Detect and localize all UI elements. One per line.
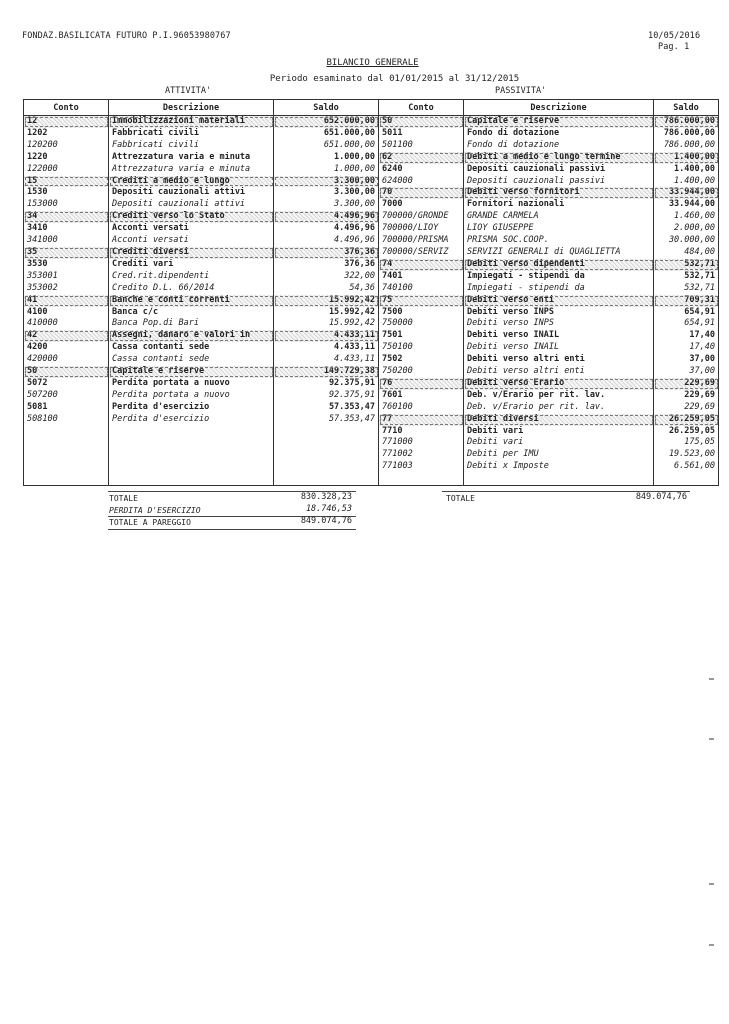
liabilities-amount-header: Saldo [654, 100, 719, 116]
assets-description-header: Descrizione [109, 100, 274, 116]
liabilities-total-value: 849.074,76 [635, 492, 687, 502]
assets-code-cell: 50 [24, 366, 109, 378]
assets-description-cell: Acconti versati [109, 223, 274, 235]
table-row [24, 437, 719, 449]
assets-code-cell: 420000 [24, 354, 109, 366]
liabilities-code-cell: 700000/LIOY [379, 223, 464, 235]
assets-amount-cell [274, 461, 379, 473]
assets-amount-cell: 57.353,47 [274, 402, 379, 414]
assets-description-cell: Capitale e riserve [109, 366, 274, 378]
liabilities-code-cell: 7401 [379, 271, 464, 283]
assets-code-cell: 1202 [24, 128, 109, 140]
page-number: Pag. 1 [658, 42, 690, 52]
assets-code-header: Conto [24, 100, 109, 116]
table-row [24, 414, 719, 426]
scan-mark [709, 678, 714, 680]
liabilities-amount-cell: 19.523,00 [654, 449, 719, 461]
liabilities-code-cell: 750000 [379, 318, 464, 330]
liabilities-description-cell: Debiti verso fornitori [464, 187, 654, 199]
table-row [24, 259, 719, 271]
assets-code-cell: 42 [24, 330, 109, 342]
assets-description-cell: Cred.rit.dipendenti [109, 271, 274, 283]
liabilities-description-cell: Debiti vari [464, 426, 654, 438]
assets-description-cell: Perdita d'esercizio [109, 402, 274, 414]
liabilities-description-cell: Impiegati - stipendi da [464, 271, 654, 283]
table-row [24, 128, 719, 140]
liabilities-amount-cell: 786.000,00 [654, 140, 719, 152]
liabilities-description-header: Descrizione [464, 100, 654, 116]
liabilities-amount-cell: 37,00 [654, 354, 719, 366]
liabilities-amount-cell: 229,69 [654, 378, 719, 390]
assets-code-cell: 15 [24, 176, 109, 188]
liabilities-description-cell: Debiti a medio e lungo termine [464, 152, 654, 164]
liabilities-amount-cell: 30.000,00 [654, 235, 719, 247]
period-line: Periodo esaminato dal 01/01/2015 al 31/12/2015 [269, 74, 520, 84]
liabilities-amount-cell: 786.000,00 [654, 128, 719, 140]
assets-code-cell: 35 [24, 247, 109, 259]
assets-amount-cell: 4.433,11 [274, 354, 379, 366]
assets-code-cell: 4100 [24, 307, 109, 319]
assets-amount-cell: 651.000,00 [274, 140, 379, 152]
table-row [24, 390, 719, 402]
assets-code-cell: 12 [24, 116, 109, 128]
assets-amount-cell [274, 449, 379, 461]
balance-label: TOTALE A PAREGGIO [109, 518, 191, 527]
liabilities-description-cell: Debiti diversi [464, 414, 654, 426]
assets-description-cell: Perdita portata a nuovo [109, 378, 274, 390]
liabilities-amount-cell: 229,69 [654, 402, 719, 414]
assets-amount-cell: 651.000,00 [274, 128, 379, 140]
assets-amount-cell: 652.000,00 [274, 116, 379, 128]
liabilities-amount-cell: 175,05 [654, 437, 719, 449]
liabilities-amount-cell: 33.944,00 [654, 187, 719, 199]
assets-code-cell [24, 461, 109, 473]
liabilities-code-cell: 740100 [379, 283, 464, 295]
liabilities-code-header: Conto [379, 100, 464, 116]
assets-code-cell: 353002 [24, 283, 109, 295]
table-row [24, 164, 719, 176]
assets-description-cell: Immobilizzazioni materiali [109, 116, 274, 128]
liabilities-description-cell: Debiti per IMU [464, 449, 654, 461]
assets-amount-cell: 15.992,42 [274, 307, 379, 319]
table-row [24, 187, 719, 199]
liabilities-amount-cell: 1.460,00 [654, 211, 719, 223]
table-row [24, 307, 719, 319]
assets-description-cell: Depositi cauzionali attivi [109, 187, 274, 199]
liabilities-description-cell: Debiti verso INAIL [464, 342, 654, 354]
table-row [24, 426, 719, 438]
liabilities-description-cell: Impiegati - stipendi da [464, 283, 654, 295]
liabilities-amount-cell: 484,00 [654, 247, 719, 259]
assets-code-cell: 3530 [24, 259, 109, 271]
assets-description-cell [109, 473, 274, 485]
liabilities-code-cell: 700000/SERVIZ [379, 247, 464, 259]
table-row [24, 449, 719, 461]
loss-label: PERDITA D'ESERCIZIO [109, 506, 201, 515]
liabilities-description-cell: Capitale e riserve [464, 116, 654, 128]
print-date: 10/05/2016 [648, 31, 701, 41]
liabilities-amount-cell: 26.259,05 [654, 414, 719, 426]
liabilities-code-cell: 62 [379, 152, 464, 164]
report-title: BILANCIO GENERALE [326, 58, 419, 68]
assets-amount-cell: 4.496,96 [274, 223, 379, 235]
assets-code-cell: 507200 [24, 390, 109, 402]
liabilities-code-cell: 7500 [379, 307, 464, 319]
liabilities-amount-cell: 26.259,05 [654, 426, 719, 438]
loss-value: 18.746,53 [305, 504, 352, 514]
balance-table [23, 99, 719, 486]
liabilities-amount-cell: 33.944,00 [654, 199, 719, 211]
table-row [24, 176, 719, 188]
liabilities-code-cell: 700000/PRISMA [379, 235, 464, 247]
liabilities-amount-cell: 532,71 [654, 271, 719, 283]
assets-amount-cell: 1.000,00 [274, 152, 379, 164]
scan-mark [709, 944, 714, 946]
liabilities-amount-cell: 1.400,00 [654, 152, 719, 164]
liabilities-heading: PASSIVITA' [495, 86, 547, 96]
liabilities-amount-cell: 37,00 [654, 366, 719, 378]
assets-code-cell: 410000 [24, 318, 109, 330]
assets-code-cell: 1220 [24, 152, 109, 164]
liabilities-code-cell: 5011 [379, 128, 464, 140]
assets-amount-cell: 3.300,00 [274, 187, 379, 199]
table-row [24, 116, 719, 128]
assets-description-cell: Perdita portata a nuovo [109, 390, 274, 402]
table-row [24, 461, 719, 473]
scan-mark [709, 883, 714, 885]
liabilities-amount-cell [654, 473, 719, 485]
liabilities-amount-cell: 17,40 [654, 342, 719, 354]
assets-code-cell: 120200 [24, 140, 109, 152]
liabilities-code-cell: 7601 [379, 390, 464, 402]
table-row [24, 295, 719, 307]
liabilities-code-cell: 6240 [379, 164, 464, 176]
assets-description-cell: Attrezzatura varia e minuta [109, 152, 274, 164]
assets-amount-cell: 57.353,47 [274, 414, 379, 426]
liabilities-description-cell: Debiti verso INPS [464, 318, 654, 330]
assets-amount-cell: 15.992,42 [274, 295, 379, 307]
liabilities-description-cell: LIOY GIUSEPPE [464, 223, 654, 235]
liabilities-description-cell: Debiti verso Erario [464, 378, 654, 390]
liabilities-amount-cell: 532,71 [654, 259, 719, 271]
assets-amount-cell: 54,36 [274, 283, 379, 295]
assets-code-cell: 353001 [24, 271, 109, 283]
liabilities-amount-cell: 709,31 [654, 295, 719, 307]
assets-amount-cell [274, 426, 379, 438]
liabilities-code-cell: 76 [379, 378, 464, 390]
balance-value: 849.074,76 [300, 516, 352, 526]
assets-code-cell [24, 437, 109, 449]
liabilities-description-cell: Debiti vari [464, 437, 654, 449]
assets-amount-cell: 4.433,11 [274, 330, 379, 342]
assets-description-cell: Attrezzatura varia e minuta [109, 164, 274, 176]
liabilities-description-cell: Fornitori nazionali [464, 199, 654, 211]
liabilities-code-cell: 750100 [379, 342, 464, 354]
liabilities-description-cell: Debiti verso dipendenti [464, 259, 654, 271]
liabilities-code-cell: 624000 [379, 176, 464, 188]
assets-amount-cell: 4.433,11 [274, 342, 379, 354]
assets-code-cell [24, 449, 109, 461]
assets-description-cell: Crediti a medio e lungo [109, 176, 274, 188]
assets-amount-cell: 376,36 [274, 247, 379, 259]
liabilities-code-cell: 7501 [379, 330, 464, 342]
table-row [24, 330, 719, 342]
assets-description-cell: Fabbricati civili [109, 140, 274, 152]
liabilities-amount-cell: 6.561,00 [654, 461, 719, 473]
liabilities-description-cell: Fondo di dotazione [464, 128, 654, 140]
assets-total-label: TOTALE [109, 494, 138, 503]
table-row [24, 318, 719, 330]
liabilities-description-cell: Debiti verso INPS [464, 307, 654, 319]
assets-amount-cell: 322,00 [274, 271, 379, 283]
liabilities-description-cell: Debiti verso altri enti [464, 366, 654, 378]
assets-description-cell: Perdita d'esercizio [109, 414, 274, 426]
liabilities-code-cell: 7000 [379, 199, 464, 211]
assets-amount-cell: 4.496,96 [274, 235, 379, 247]
liabilities-code-cell: 760100 [379, 402, 464, 414]
liabilities-code-cell: 75 [379, 295, 464, 307]
scan-mark [709, 738, 714, 740]
liabilities-amount-cell: 1.400,00 [654, 176, 719, 188]
table-row [24, 152, 719, 164]
assets-description-cell: Crediti verso lo Stato [109, 211, 274, 223]
liabilities-code-cell: 7502 [379, 354, 464, 366]
liabilities-description-cell: Depositi cauzionali passivi [464, 164, 654, 176]
assets-code-cell: 508100 [24, 414, 109, 426]
liabilities-code-cell: 771003 [379, 461, 464, 473]
table-row [24, 211, 719, 223]
assets-description-cell: Banca Pop.di Bari [109, 318, 274, 330]
table-row [24, 402, 719, 414]
table-row [24, 283, 719, 295]
assets-description-cell [109, 426, 274, 438]
liabilities-code-cell: 700000/GRONDE [379, 211, 464, 223]
table-header-row [24, 100, 719, 116]
table-row [24, 342, 719, 354]
assets-description-cell: Cassa contanti sede [109, 342, 274, 354]
assets-amount-cell [274, 437, 379, 449]
assets-amount-cell: 3.300,00 [274, 199, 379, 211]
assets-description-cell: Credito D.L. 66/2014 [109, 283, 274, 295]
table-row [24, 473, 719, 485]
table-row [24, 235, 719, 247]
liabilities-amount-cell: 229,69 [654, 390, 719, 402]
balance-underline [108, 529, 356, 530]
assets-code-cell: 153000 [24, 199, 109, 211]
assets-code-cell: 341000 [24, 235, 109, 247]
assets-code-cell: 3410 [24, 223, 109, 235]
liabilities-code-cell: 7710 [379, 426, 464, 438]
table-row [24, 140, 719, 152]
assets-amount-cell: 4.496,96 [274, 211, 379, 223]
liabilities-code-cell: 70 [379, 187, 464, 199]
assets-description-cell: Cassa contanti sede [109, 354, 274, 366]
table-row [24, 271, 719, 283]
liabilities-description-cell: Deb. v/Erario per rit. lav. [464, 402, 654, 414]
liabilities-description-cell: Debiti x Imposte [464, 461, 654, 473]
liabilities-amount-cell: 2.000,00 [654, 223, 719, 235]
liabilities-code-cell: 77 [379, 414, 464, 426]
assets-description-cell: Banca c/c [109, 307, 274, 319]
assets-description-cell: Assegni, danaro e valori in [109, 330, 274, 342]
assets-amount-cell: 3.300,00 [274, 176, 379, 188]
assets-amount-cell [274, 473, 379, 485]
liabilities-amount-cell: 654,91 [654, 307, 719, 319]
assets-amount-header: Saldo [274, 100, 379, 116]
assets-code-cell: 5072 [24, 378, 109, 390]
liabilities-description-cell [464, 473, 654, 485]
liabilities-description-cell: SERVIZI GENERALI di QUAGLIETTA [464, 247, 654, 259]
assets-description-cell [109, 461, 274, 473]
table-row [24, 354, 719, 366]
liabilities-code-cell: 750200 [379, 366, 464, 378]
liabilities-amount-cell: 1.400,00 [654, 164, 719, 176]
table-row [24, 247, 719, 259]
table-row [24, 199, 719, 211]
assets-total-value: 830.328,23 [300, 492, 352, 502]
liabilities-description-cell: Fondo di dotazione [464, 140, 654, 152]
liabilities-amount-cell: 532,71 [654, 283, 719, 295]
table-row [24, 366, 719, 378]
assets-code-cell [24, 473, 109, 485]
assets-description-cell: Depositi cauzionali attivi [109, 199, 274, 211]
assets-amount-cell: 92.375,91 [274, 390, 379, 402]
assets-amount-cell: 149.729,38 [274, 366, 379, 378]
liabilities-description-cell: Debiti verso INAIL [464, 330, 654, 342]
liabilities-amount-cell: 786.000,00 [654, 116, 719, 128]
company-header: FONDAZ.BASILICATA FUTURO P.I.96053980767 [22, 31, 231, 41]
liabilities-code-cell: 74 [379, 259, 464, 271]
assets-amount-cell: 376,36 [274, 259, 379, 271]
liabilities-code-cell: 50 [379, 116, 464, 128]
assets-description-cell: Banche e conti correnti [109, 295, 274, 307]
liabilities-description-cell: PRISMA SOC.COOP. [464, 235, 654, 247]
assets-description-cell: Crediti diversi [109, 247, 274, 259]
table-row [24, 223, 719, 235]
liabilities-code-cell: 501100 [379, 140, 464, 152]
assets-code-cell: 34 [24, 211, 109, 223]
assets-description-cell: Acconti versati [109, 235, 274, 247]
liabilities-description-cell: Deb. v/Erario per rit. lav. [464, 390, 654, 402]
assets-amount-cell: 1.000,00 [274, 164, 379, 176]
liabilities-description-cell: Debiti verso enti [464, 295, 654, 307]
assets-code-cell: 41 [24, 295, 109, 307]
liabilities-amount-cell: 17,40 [654, 330, 719, 342]
assets-code-cell: 122000 [24, 164, 109, 176]
liabilities-code-cell: 771000 [379, 437, 464, 449]
liabilities-code-cell [379, 473, 464, 485]
liabilities-description-cell: GRANDE CARMELA [464, 211, 654, 223]
assets-description-cell: Crediti vari [109, 259, 274, 271]
liabilities-description-cell: Depositi cauzionali passivi [464, 176, 654, 188]
assets-code-cell: 4200 [24, 342, 109, 354]
assets-description-cell: Fabbricati civili [109, 128, 274, 140]
liabilities-amount-cell: 654,91 [654, 318, 719, 330]
liabilities-code-cell: 771002 [379, 449, 464, 461]
liabilities-total-label: TOTALE [446, 494, 475, 503]
assets-amount-cell: 92.375,91 [274, 378, 379, 390]
assets-description-cell [109, 449, 274, 461]
assets-code-cell: 5081 [24, 402, 109, 414]
assets-amount-cell: 15.992,42 [274, 318, 379, 330]
assets-code-cell [24, 426, 109, 438]
assets-description-cell [109, 437, 274, 449]
table-row [24, 378, 719, 390]
liabilities-description-cell: Debiti verso altri enti [464, 354, 654, 366]
assets-code-cell: 1530 [24, 187, 109, 199]
assets-heading: ATTIVITA' [165, 86, 212, 96]
